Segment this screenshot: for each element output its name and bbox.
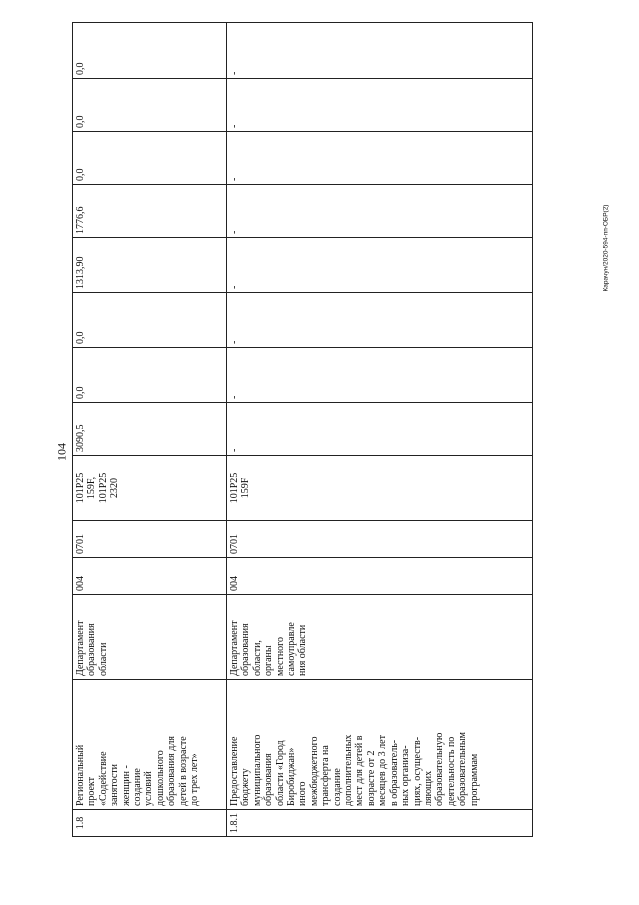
year-value: - [227,293,533,348]
year-value: 1313,90 [73,238,227,293]
executor: Департамент образования области, органы местного самоуправле ния области [227,595,533,680]
total-value: 3090,5 [73,403,227,456]
year-value: - [227,23,533,79]
project-name: Предоставление бюджету муниципального образования области «Город Биробиджан» иного межбюджетного трансферта на создание дополнительных мест для детей в возрасте от 2 месяцев до 3 лет в образователь- ных организа- циях, осуществ- ляющих образовательную деятельность по образовательным программам [227,680,533,810]
year-value: 0,0 [73,132,227,185]
page-number: 104 [54,443,69,461]
row-number: 1.8.1 [227,810,533,837]
budget-table [72,22,533,837]
year-value: - [227,238,533,293]
year-value: - [227,348,533,403]
section-code: 0701 [73,521,227,558]
year-value: 0,0 [73,348,227,403]
table-row [227,23,533,837]
year-value: - [227,132,533,185]
year-value: 0,0 [73,293,227,348]
target-article-code: 101Р25 159F, 101Р25 2320 [73,456,227,521]
rotated-table-container [72,62,532,837]
executor: Департамент образования области [73,595,227,680]
total-value: - [227,403,533,456]
year-value: 0,0 [73,23,227,79]
project-name: Региональный проект «Содействие занятости женщин - создание условий дошкольного образования для детей в возрасте до трех лет» [73,680,227,810]
document-code: Карачун/2020-594-пп-ОБР(2) [602,204,610,292]
year-value: - [227,79,533,132]
year-value: - [227,185,533,238]
section-code: 0701 [227,521,533,558]
table-row [73,23,227,837]
target-article-code: 101Р25 159F [227,456,533,521]
year-value: 0,0 [73,79,227,132]
row-number: 1.8 [73,810,227,837]
grbs-code: 004 [227,558,533,595]
grbs-code: 004 [73,558,227,595]
year-value: 1776,6 [73,185,227,238]
